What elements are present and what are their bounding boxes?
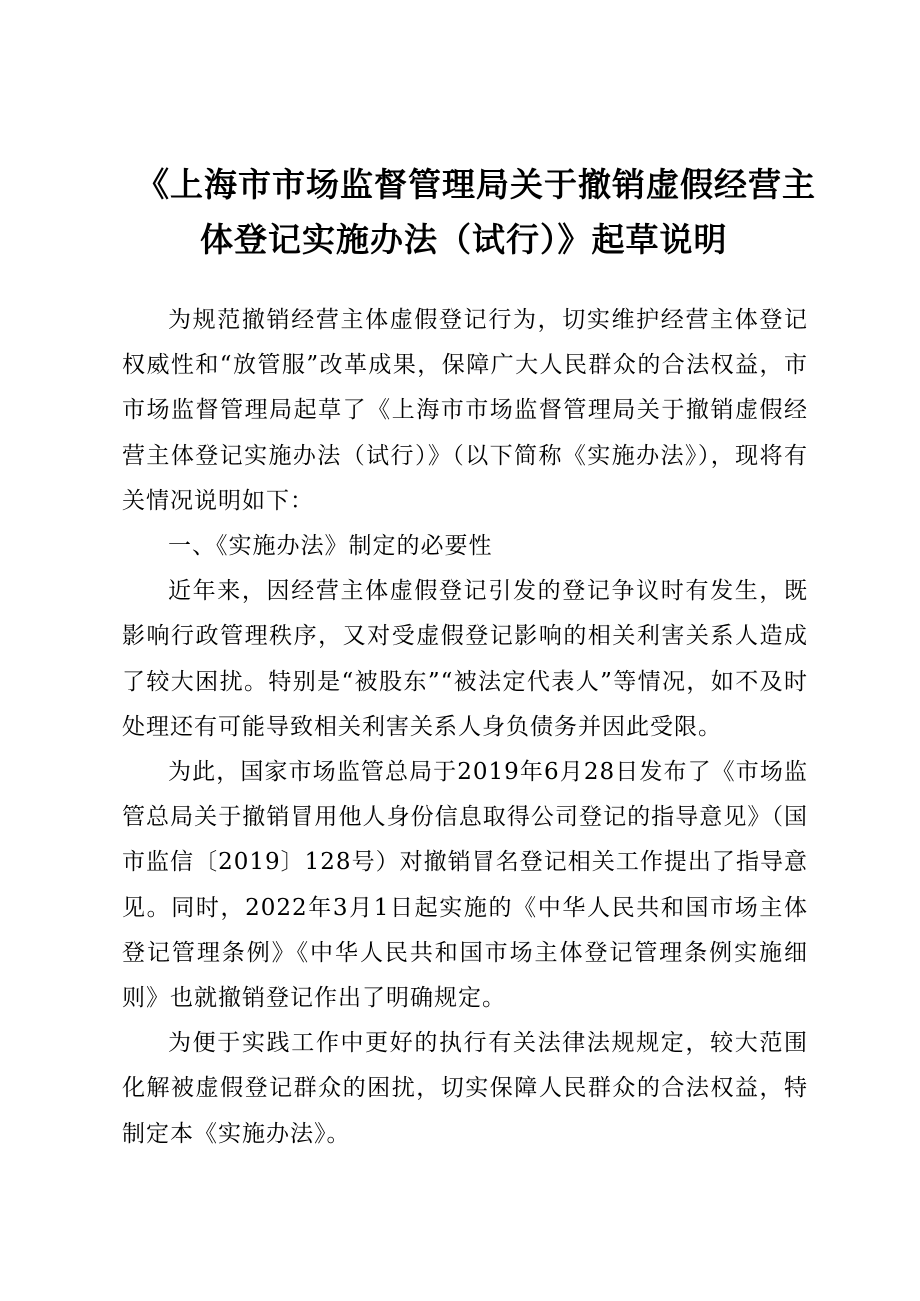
- intro-paragraph: 为规范撤销经营主体虚假登记行为，切实维护经营主体登记权威性和“放管服”改革成果，保障广大人民群众的合法权益，市市场监督管理局起草了《上海市市场监督管理局关于撤销虚假经营主体登记实施办法（试行）》（以下简称《实施办法》），现将有关情况说明如下：: [122, 307, 808, 514]
- section-1-paragraph-3: 为便于实践工作中更好的执行有关法律法规规定，较大范围化解被虚假登记群众的困扰，切实保障人民群众的合法权益，特制定本《实施办法》。: [122, 1030, 808, 1147]
- document-title-line-1: 《上海市市场监督管理局关于撤销虚假经营主: [136, 165, 816, 204]
- section-1-heading: 一、《实施办法》制定的必要性: [168, 533, 493, 560]
- section-1-paragraph-1: 近年来，因经营主体虚假登记引发的登记争议时有发生，既影响行政管理秩序，又对受虚假登记影响的相关利害关系人造成了较大困扰。特别是“被股东”“被法定代表人”等情况，如不及时处理还有可能导致相关利害关系人身负债务并因此受限。: [122, 578, 808, 740]
- section-1-paragraph-2: 为此，国家市场监管总局于2019年6月28日发布了《市场监管总局关于撤销冒用他人身份信息取得公司登记的指导意见》（国市监信〔2019〕128号）对撤销冒名登记相关工作提出了指导意见。同时，2022年3月1日起实施的《中华人民共和国市场主体登记管理条例》《中华人民共和国市场主体登记管理条例实施细则》也就撤销登记作出了明确规定。: [122, 759, 808, 1012]
- document-title-line-2: 体登记实施办法（试行）》起草说明: [200, 220, 728, 259]
- document-body: [122, 298, 808, 1157]
